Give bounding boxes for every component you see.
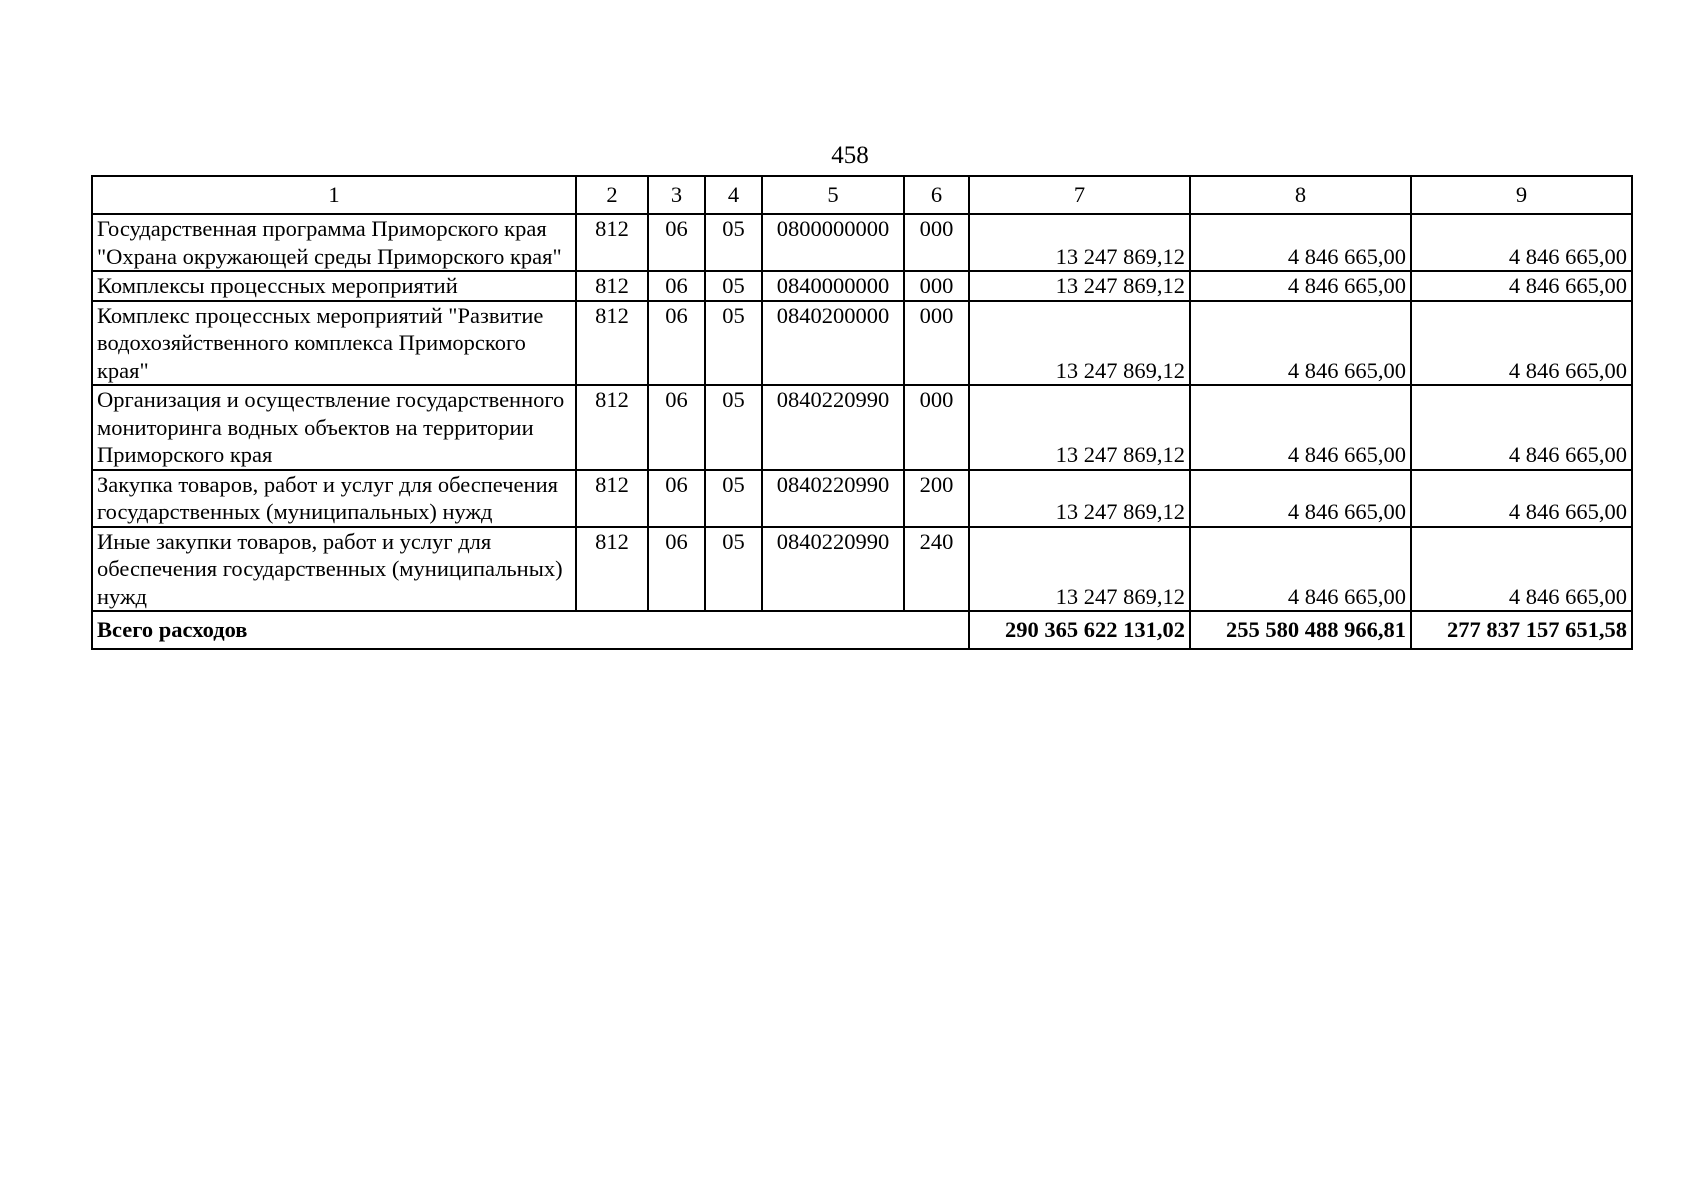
- table-header: [92, 176, 1632, 214]
- header-cell-6: 6: [904, 176, 969, 214]
- subsection-code: 05: [705, 214, 762, 271]
- row-name: Закупка товаров, работ и услуг для обеспечения государственных (муниципальных) нужд: [92, 470, 576, 527]
- section-code: 06: [648, 470, 705, 527]
- ministry-code: 812: [576, 214, 648, 271]
- total-row: [92, 611, 1632, 649]
- total-col-7: 290 365 622 131,02: [969, 611, 1190, 649]
- header-cell-2: 2: [576, 176, 648, 214]
- amount-col-9: 4 846 665,00: [1411, 301, 1632, 386]
- row-name: Государственная программа Приморского края "Охрана окружающей среды Приморского края": [92, 214, 576, 271]
- amount-col-7: 13 247 869,12: [969, 527, 1190, 612]
- page-number: 458: [831, 142, 869, 169]
- amount-col-7: 13 247 869,12: [969, 214, 1190, 271]
- table-row: [92, 385, 1632, 470]
- subsection-code: 05: [705, 301, 762, 386]
- header-cell-5: 5: [762, 176, 904, 214]
- ministry-code: 812: [576, 385, 648, 470]
- section-code: 06: [648, 301, 705, 386]
- subsection-code: 05: [705, 385, 762, 470]
- row-name: Иные закупки товаров, работ и услуг для обеспечения государственных (муниципальных) нужд: [92, 527, 576, 612]
- header-cell-8: 8: [1190, 176, 1411, 214]
- target-article-code: 0840220990: [762, 385, 904, 470]
- header-row: [92, 176, 1632, 214]
- header-cell-4: 4: [705, 176, 762, 214]
- ministry-code: 812: [576, 271, 648, 301]
- header-cell-1: 1: [92, 176, 576, 214]
- amount-col-9: 4 846 665,00: [1411, 214, 1632, 271]
- target-article-code: 0840200000: [762, 301, 904, 386]
- ministry-code: 812: [576, 527, 648, 612]
- amount-col-8: 4 846 665,00: [1190, 385, 1411, 470]
- total-col-9: 277 837 157 651,58: [1411, 611, 1632, 649]
- target-article-code: 0840220990: [762, 470, 904, 527]
- row-name: Комплексы процессных мероприятий: [92, 271, 576, 301]
- table-row: [92, 271, 1632, 301]
- amount-col-8: 4 846 665,00: [1190, 301, 1411, 386]
- table-row: [92, 470, 1632, 527]
- section-code: 06: [648, 527, 705, 612]
- amount-col-9: 4 846 665,00: [1411, 385, 1632, 470]
- subsection-code: 05: [705, 271, 762, 301]
- row-name: Организация и осуществление государственного мониторинга водных объектов на территории Приморского края: [92, 385, 576, 470]
- expenditure-table: [91, 175, 1633, 650]
- section-code: 06: [648, 385, 705, 470]
- table-row: [92, 301, 1632, 386]
- amount-col-7: 13 247 869,12: [969, 470, 1190, 527]
- amount-col-8: 4 846 665,00: [1190, 271, 1411, 301]
- amount-col-7: 13 247 869,12: [969, 385, 1190, 470]
- amount-col-9: 4 846 665,00: [1411, 527, 1632, 612]
- expense-type-code: 000: [904, 271, 969, 301]
- section-code: 06: [648, 271, 705, 301]
- amount-col-7: 13 247 869,12: [969, 271, 1190, 301]
- table-row: [92, 527, 1632, 612]
- amount-col-9: 4 846 665,00: [1411, 470, 1632, 527]
- target-article-code: 0800000000: [762, 214, 904, 271]
- amount-col-8: 4 846 665,00: [1190, 214, 1411, 271]
- expense-type-code: 200: [904, 470, 969, 527]
- total-label: Всего расходов: [92, 611, 969, 649]
- section-code: 06: [648, 214, 705, 271]
- ministry-code: 812: [576, 470, 648, 527]
- header-cell-7: 7: [969, 176, 1190, 214]
- amount-col-7: 13 247 869,12: [969, 301, 1190, 386]
- row-name: Комплекс процессных мероприятий "Развитие водохозяйственного комплекса Приморского края": [92, 301, 576, 386]
- expense-type-code: 240: [904, 527, 969, 612]
- table-row: [92, 214, 1632, 271]
- header-cell-9: 9: [1411, 176, 1632, 214]
- amount-col-8: 4 846 665,00: [1190, 527, 1411, 612]
- expense-type-code: 000: [904, 214, 969, 271]
- subsection-code: 05: [705, 527, 762, 612]
- ministry-code: 812: [576, 301, 648, 386]
- total-col-8: 255 580 488 966,81: [1190, 611, 1411, 649]
- amount-col-9: 4 846 665,00: [1411, 271, 1632, 301]
- target-article-code: 0840000000: [762, 271, 904, 301]
- amount-col-8: 4 846 665,00: [1190, 470, 1411, 527]
- header-cell-3: 3: [648, 176, 705, 214]
- expense-type-code: 000: [904, 385, 969, 470]
- subsection-code: 05: [705, 470, 762, 527]
- expense-type-code: 000: [904, 301, 969, 386]
- target-article-code: 0840220990: [762, 527, 904, 612]
